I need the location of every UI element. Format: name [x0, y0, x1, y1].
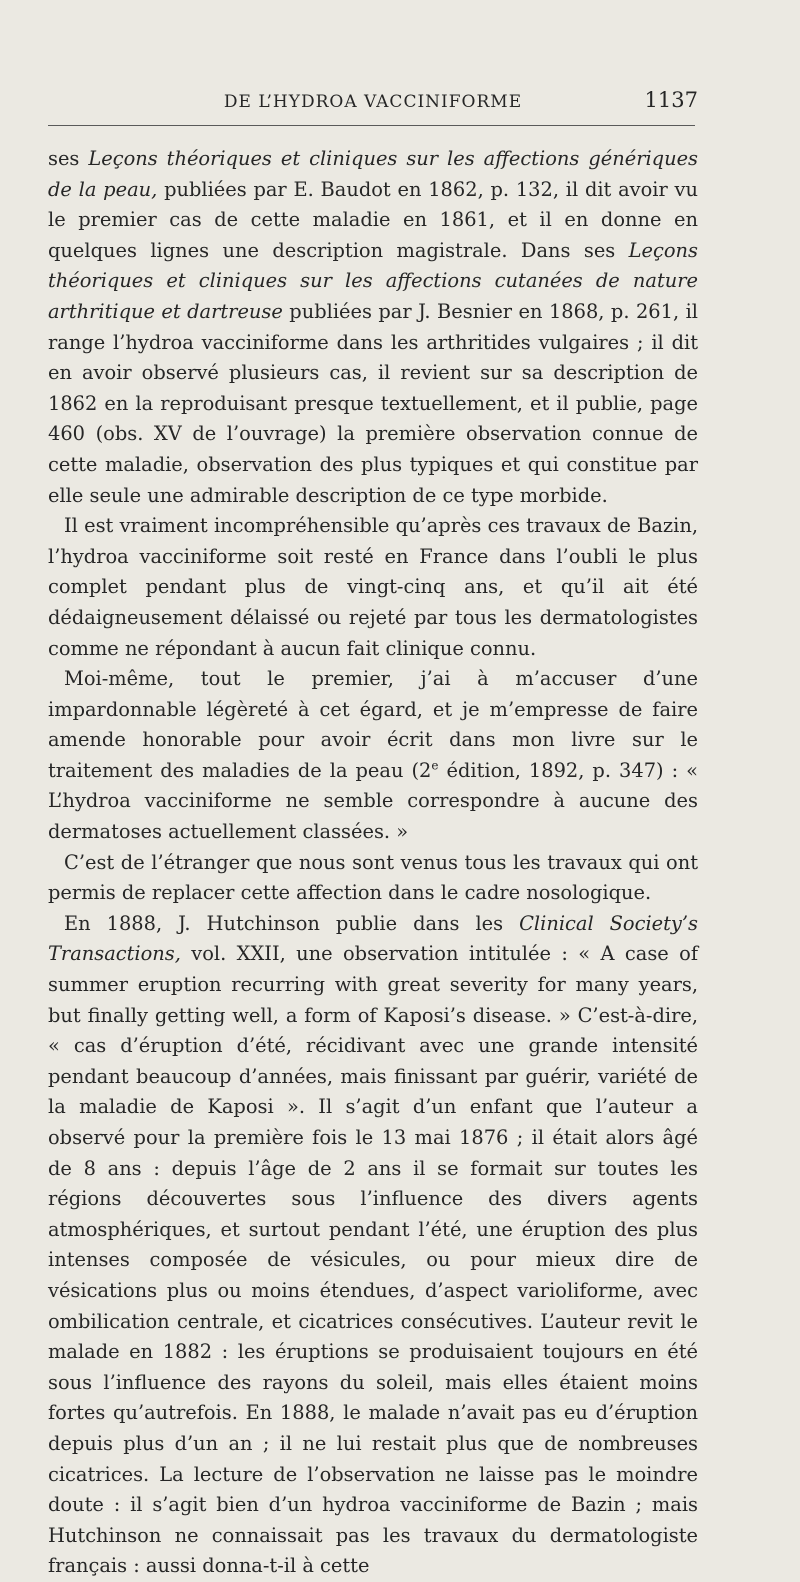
header-rule: [48, 125, 695, 126]
italic-title: Leçons théoriques et cliniques sur les affections génériques de la peau,: [48, 147, 698, 201]
superscript: e: [431, 758, 439, 773]
paragraph: [48, 909, 698, 1582]
text-run: édition, 1892, p. 347) : « L’hydroa vacciniforme ne semble correspondre à aucune des dermatoses actuellement classées. »: [48, 758, 699, 844]
paragraph: [48, 511, 698, 664]
paragraph: [48, 144, 698, 511]
text-run: vol. XXII, une observation intitulée : « A case of summer eruption recurring with great severity for many years, but finally getting well, a form of Kaposi’s disease. » C’est-à-dire, « cas d’éruption d’été, récidivant avec une grande intensité pendant beaucoup d’années, mais finissant par guérir, variété de la maladie de Kaposi ». Il s’agit d’un enfant que l’auteur a observé pour la première fois le 13 mai 1876 ; il était alors âgé de 8 ans : depuis l’âge de 2 ans il se formait sur toutes les régions découvertes sous l’influence des divers agents atmosphériques, et surtout pendant l’été, une éruption des plus intenses composée de vésicules, ou pour mieux dire de vésications plus ou moins étendues, d’aspect varioliforme, avec ombilication centrale, et cicatrices consécutives. L’auteur revit le malade en 1882 : les éruptions se produisaient toujours en été sous l’influence des rayons du soleil, mais elles étaient moins fortes qu’autrefois. En 1888, le malade n’avait pas eu d’éruption depuis plus d’un an ; il ne lui restait plus que de nombreuses cicatrices. La lecture de l’observation ne laisse pas le moindre doute : il s’agit bien d’un hydroa vacciniforme de Bazin ; mais Hutchinson ne connaissait pas les travaux du dermatologiste français : aussi donna-t-il à cette: [48, 942, 698, 1578]
body-text: [48, 144, 698, 1582]
paragraph: [48, 848, 698, 909]
italic-title: Leçons théoriques et cliniques sur les affections cutanées de nature arthritique et dartreuse: [48, 238, 698, 323]
page-header: [48, 88, 698, 118]
text-run: Moi-même, tout le premier, j’ai à m’accuser d’une impardonnable légèreté à cet égard, et je m’empresse de faire amende honorable pour avoir écrit dans mon livre sur le traitement des maladies de la peau (2: [48, 667, 698, 782]
italic-title: Clinical Society’s Transactions,: [48, 911, 698, 966]
page-number: 1137: [644, 88, 698, 112]
paragraph: [48, 664, 698, 848]
text-run: publiées par J. Besnier en 1868, p. 261, il range l’hydroa vacciniforme dans les arthritides vulgaires ; il dit en avoir observé plusieurs cas, il revient sur sa description de 1862 en la reproduisant presque textuellement, et il publie, page 460 (obs. XV de l’ouvrage) la première observation connue de cette maladie, observation des plus typiques et qui constitue par elle seule une admirable description de ce type morbide.: [48, 299, 698, 507]
text-run: Il est vraiment incompréhensible qu’après ces travaux de Bazin, l’hydroa vacciniforme soit resté en France dans l’oubli le plus complet pendant plus de vingt-cinq ans, et qu’il ait été dédaigneusement délaissé ou rejeté par tous les dermatologistes comme ne répondant à aucun fait clinique connu.: [48, 514, 698, 660]
text-run: En 1888, J. Hutchinson publie dans les: [64, 911, 520, 935]
text-run: publiées par E. Baudot en 1862, p. 132, il dit avoir vu le premier cas de cette maladie en 1861, et il en donne en quelques lignes une description magistrale. Dans ses: [48, 177, 698, 262]
text-run: C’est de l’étranger que nous sont venus tous les travaux qui ont permis de replacer cette affection dans le cadre nosologique.: [48, 850, 698, 905]
running-title: DE L’HYDROA VACCINIFORME: [223, 92, 523, 112]
text-run: ses: [48, 147, 89, 170]
